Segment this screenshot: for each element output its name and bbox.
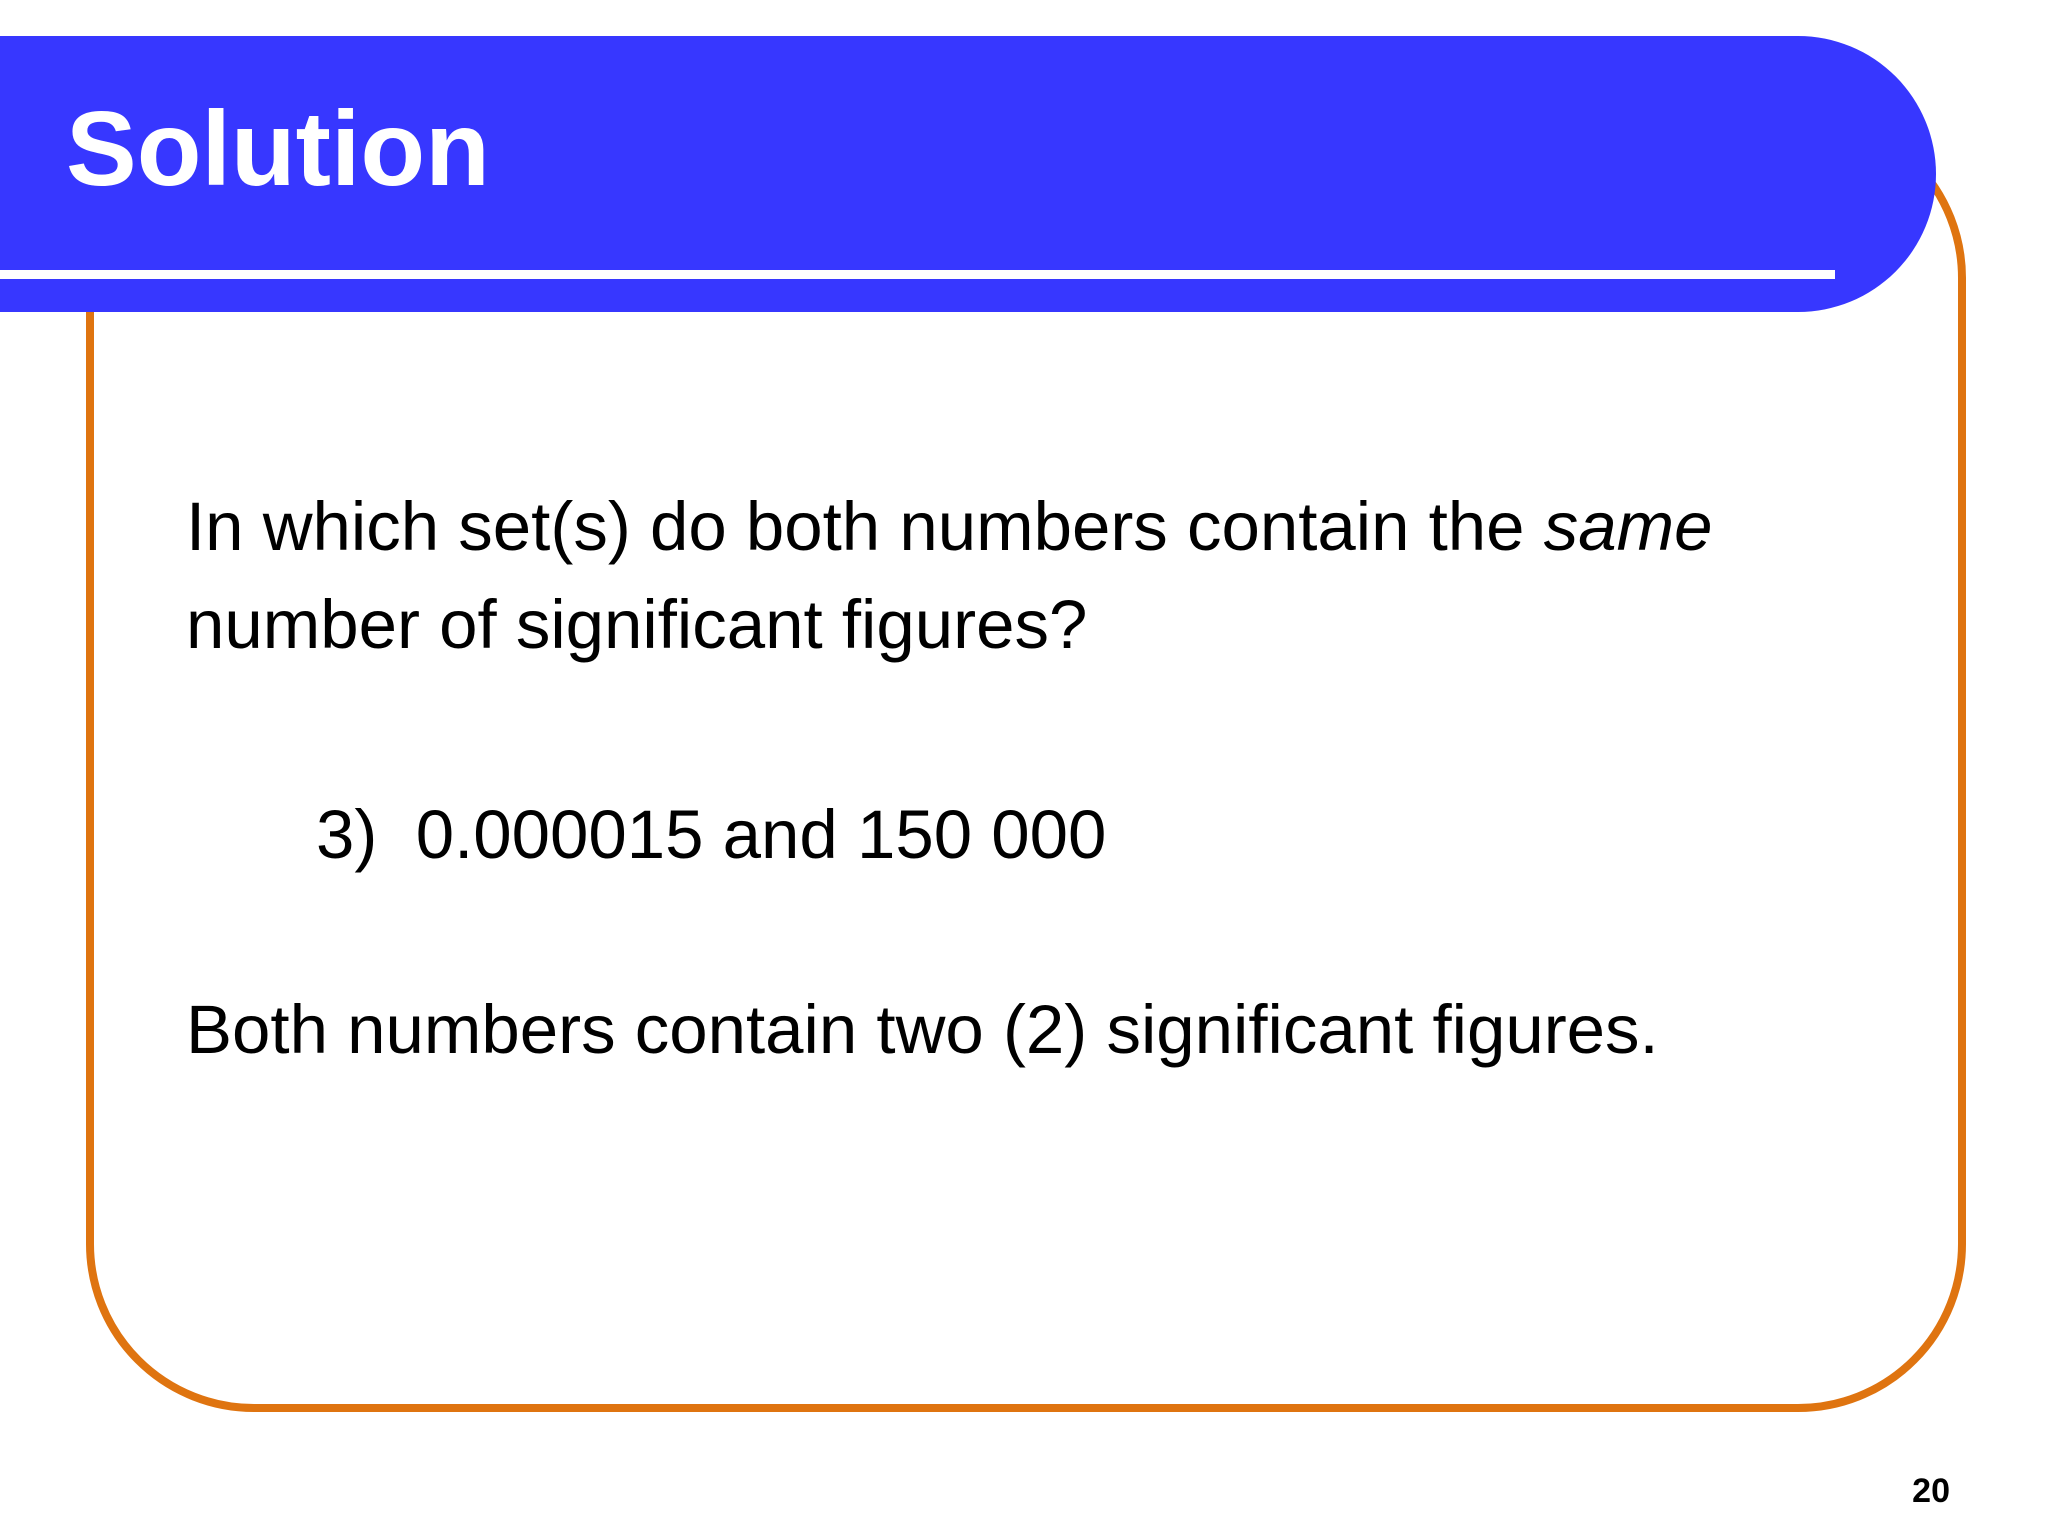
slide-title: Solution — [66, 90, 490, 208]
question-emphasis: same — [1543, 488, 1713, 565]
question-part-1: In which set(s) do both numbers contain the — [186, 488, 1544, 565]
answer-number: 3) — [316, 796, 378, 873]
conclusion-text: Both numbers contain two (2) significant figures. — [186, 991, 1659, 1068]
title-divider — [0, 270, 1835, 279]
question-part-2: number of significant figures? — [186, 586, 1088, 663]
answer-text: 0.000015 and 150 000 — [415, 796, 1107, 873]
answer-item — [316, 796, 1107, 873]
question-text — [186, 478, 1826, 674]
page-number: 20 — [1912, 1472, 1950, 1510]
